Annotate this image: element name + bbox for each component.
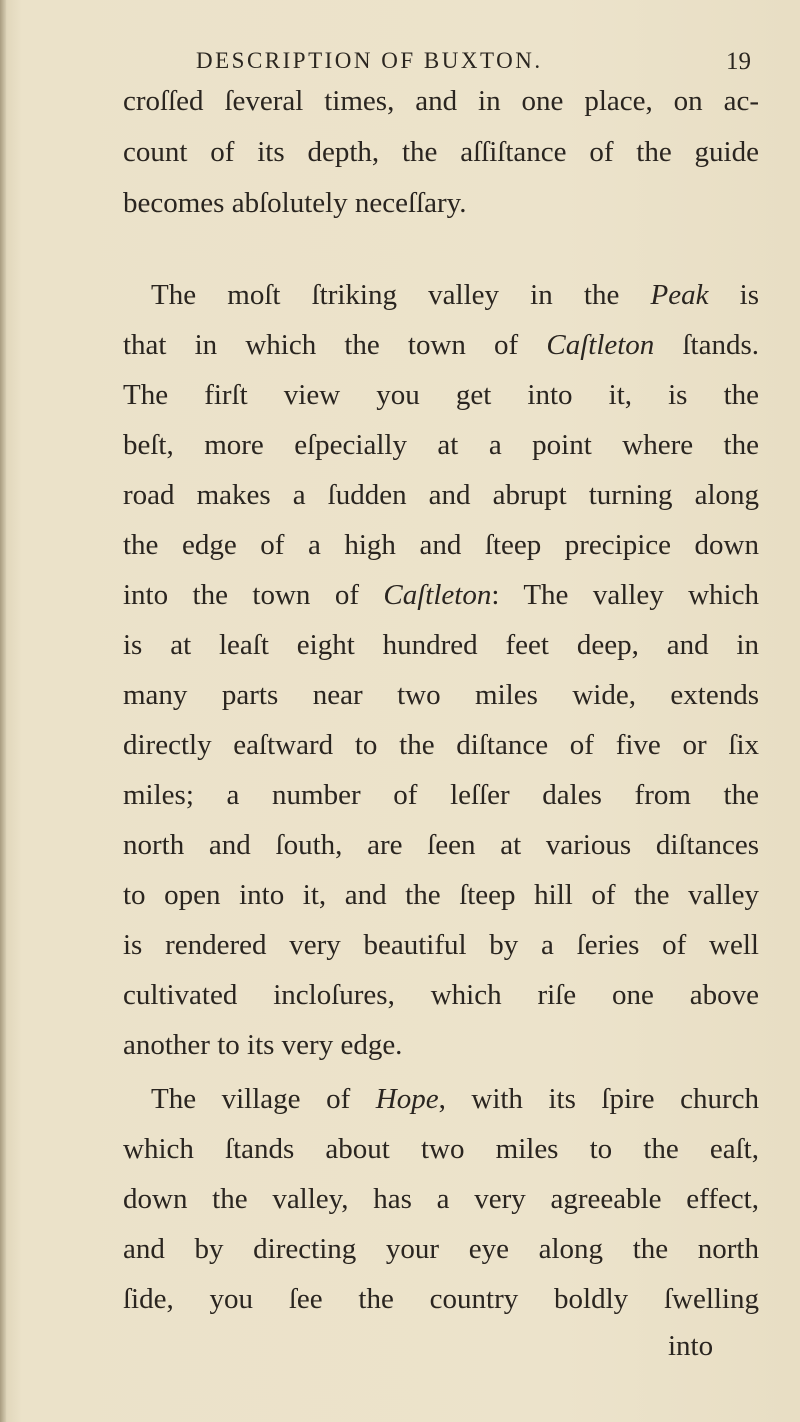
text-line: and by directing your eye along the north: [123, 1233, 759, 1265]
text-line: down the valley, has a very agreeable effect,: [123, 1183, 759, 1215]
text-line: becomes abſolutely neceſſary.: [123, 187, 467, 219]
page-number: 19: [726, 48, 751, 75]
text-line: cultivated incloſures, which riſe one above: [123, 979, 759, 1011]
text-line: directly eaſtward to the diſtance of five or ſix: [123, 729, 759, 761]
text-line: road makes a ſudden and abrupt turning along: [123, 479, 759, 511]
text-line: into the town of Caſtleton: The valley which: [123, 579, 759, 611]
text-line: The village of Hope, with its ſpire church: [151, 1083, 759, 1115]
text-line: is rendered very beautiful by a ſeries of well: [123, 929, 759, 961]
text-line: miles; a number of leſſer dales from the: [123, 779, 759, 811]
text-line: which ſtands about two miles to the eaſt,: [123, 1133, 759, 1165]
header-title: DESCRIPTION OF BUXTON.: [196, 48, 543, 73]
page-spine-shadow: [0, 0, 6, 1422]
text-line: many parts near two miles wide, extends: [123, 679, 759, 711]
text-line: croſſed ſeveral times, and in one place, on ac-: [123, 85, 759, 117]
text-line: to open into it, and the ſteep hill of the valley: [123, 879, 759, 911]
text-line: north and ſouth, are ſeen at various diſtances: [123, 829, 759, 861]
text-line: count of its depth, the aſſiſtance of the guide: [123, 136, 759, 168]
text-line: ſide, you ſee the country boldly ſwelling: [123, 1283, 759, 1315]
text-line: [151, 276, 759, 314]
text-line: The firſt view you get into it, is the: [123, 379, 759, 411]
text-line: another to its very edge.: [123, 1029, 403, 1061]
text-line: that in which the town of Caſtleton ſtands.: [123, 329, 759, 361]
text-line: is at leaſt eight hundred feet deep, and in: [123, 629, 759, 661]
text-line: beſt, more eſpecially at a point where the: [123, 429, 759, 461]
text-line: the edge of a high and ſteep precipice down: [123, 529, 759, 561]
catchword: into: [668, 1330, 714, 1362]
text-line-start: The moſt ſtriking valley in the Peak is: [151, 279, 759, 311]
